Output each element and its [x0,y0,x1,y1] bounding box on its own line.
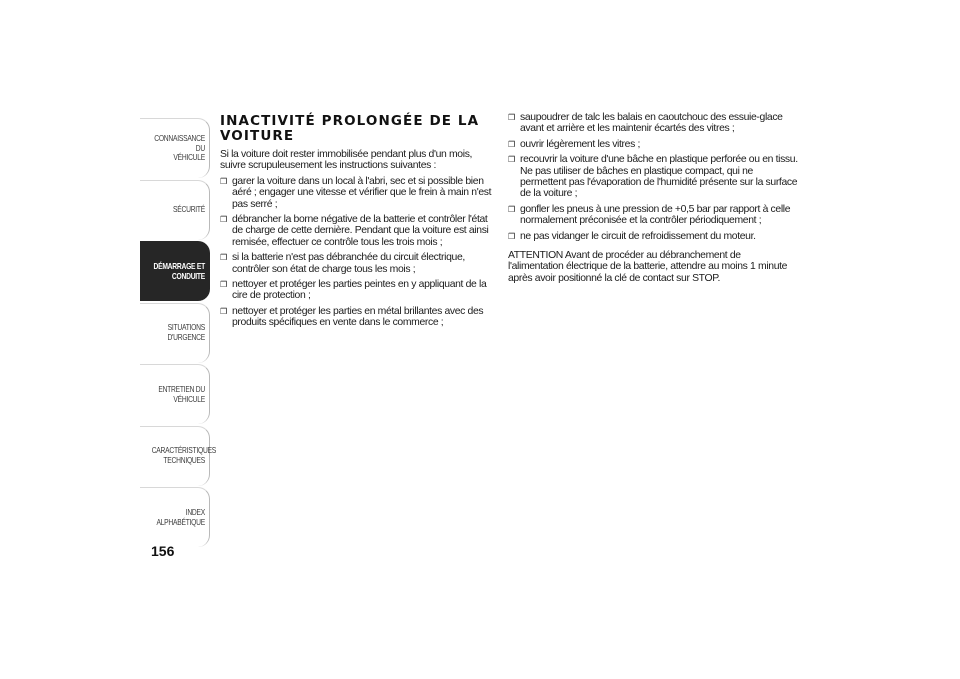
tab-caracteristiques-techniques[interactable] [140,426,217,486]
tab-label: ENTRETIEN DU VÉHICULE [158,384,205,404]
list-item: ❒ débrancher la borne négative de la batterie et contrôler l'état de charge de cette dernière. Pendant que la voiture est ainsi remisée, effectuer ce contrôle tous les trois mois ; [220,214,498,248]
tab-securite[interactable] [140,180,210,240]
tab-label: SÉCURITÉ [173,205,205,215]
tab-demarrage-et-conduite[interactable] [140,241,210,301]
tab-label: DÉMARRAGE ET CONDUITE [153,261,205,281]
list-item: ❒ garer la voiture dans un local à l'abri, sec et si possible bien aéré ; engager une vitesse et vérifier que le frein à main n'est pas serré ; [220,176,498,210]
intro-paragraph: Si la voiture doit rester immobilisée pendant plus d'un mois, suivre scrupuleusement les instructions suivantes : [220,149,473,172]
chapter-tabs [140,118,217,549]
list-item: ❒ ouvrir légèrement les vitres ; [508,139,798,150]
list-item: ❒ gonfler les pneus à une pression de +0,5 bar par rapport à celle normalement préconisée et la contrôler périodiquement ; [508,204,798,227]
section-heading: INACTIVITÉ PROLONGÉE DE LA VOITURE [220,113,480,144]
tab-label: CONNAISSANCE DU VÉHICULE [154,134,205,163]
list-item: ❒ recouvrir la voiture d'une bâche en plastique perforée ou en tissu. Ne pas utiliser de bâches en plastique compact, qui ne permettent pas l'évaporation de l'humidité présente sur la surface de la voiture ; [508,154,798,200]
list-item: ❒ ne pas vidanger le circuit de refroidissement du moteur. [508,231,798,242]
tab-label: CARACTÉRISTIQUES TECHNIQUES [151,446,217,465]
left-column [220,112,498,333]
list-item: ❒ saupoudrer de talc les balais en caoutchouc des essuie-glace avant et arrière et les maintenir écartés des vitres ; [508,112,798,135]
attention-notice: ATTENTION Avant de procéder au débranchement de l'alimentation électrique de la batterie, attendre au moins 1 minute après avoir positionné la clé de contact sur STOP. [508,250,788,284]
list-item: ❒ nettoyer et protéger les parties peintes en y appliquant de la cire de protection ; [220,279,498,302]
tab-label: INDEX ALPHABÉTIQUE [156,507,205,527]
tab-index-alphabetique[interactable] [140,487,210,547]
right-column [508,112,798,288]
tab-connaissance-du-vehicule[interactable] [140,118,210,178]
right-checklist [508,112,798,242]
tab-entretien-du-vehicule[interactable] [140,364,210,424]
list-item: ❒ si la batterie n'est pas débranchée du circuit électrique, contrôler son état de charge tous les mois ; [220,252,498,275]
page-number: 156 [151,543,175,559]
tab-situations-d-urgence[interactable] [140,303,210,363]
list-item: ❒ nettoyer et protéger les parties en métal brillantes avec des produits spécifiques en vente dans le commerce ; [220,306,498,329]
left-checklist [220,176,498,329]
tab-label: SITUATIONS D'URGENCE [167,323,205,342]
